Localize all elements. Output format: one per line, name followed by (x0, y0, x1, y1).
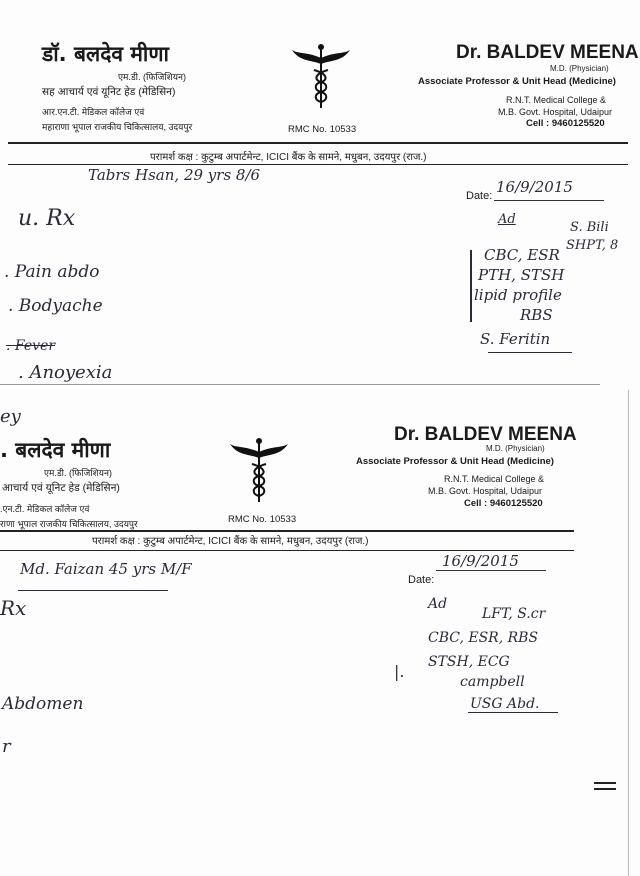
handwritten-advice-1: S. Bili (570, 220, 609, 235)
hospital-english: M.B. Govt. Hospital, Udaipur (428, 486, 543, 496)
doctor-position-hindi: सह आचार्य एवं यूनिट हेड (मेडिसिन) (42, 86, 176, 98)
handwritten-margin-note: ey (0, 406, 21, 427)
doctor-name-english: Dr. BALDEV MEENA (394, 424, 577, 445)
handwritten-complaint-1: . Pain abdo (4, 262, 100, 282)
handwritten-advice-7: S. Feritin (480, 330, 551, 348)
handwritten-complaint-4: . Anoyexia (18, 362, 113, 383)
doctor-name-hindi: . बलदेव मीणा (0, 438, 111, 462)
handwritten-advice-5: lipid profile (474, 286, 562, 304)
handwritten-date: 16/9/2015 (442, 552, 519, 570)
caduceus-icon (290, 42, 352, 112)
handwritten-advice-0: Ad (428, 596, 448, 612)
doctor-name-hindi: डॉ. बलदेव मीणा (42, 42, 169, 66)
header-rule-top (0, 530, 574, 532)
doctor-position-english: Associate Professor & Unit Head (Medicine) (418, 76, 616, 87)
college-english: R.N.T. Medical College & (444, 474, 545, 484)
header-rule-bottom (8, 164, 628, 165)
date-line (494, 200, 604, 201)
college-hindi: .एन.टी. मेडिकल कॉलेज एवं (0, 504, 90, 514)
page-mark (594, 788, 616, 790)
handwritten-underline (18, 590, 168, 591)
handwritten-complaint-2: r (2, 736, 11, 757)
handwritten-advice-4: campbell (460, 674, 525, 690)
handwritten-advice-3: CBC, ESR (484, 246, 560, 264)
header-rule-top (8, 142, 628, 144)
college-hindi: आर.एन.टी. मेडिकल कॉलेज एवं (42, 107, 145, 117)
page-mark (594, 782, 616, 784)
hospital-hindi: राणा भूपाल राजकीय चिकित्सालय, उदयपुर (0, 519, 138, 529)
caduceus-icon (228, 436, 290, 506)
cell-number: Cell : 9460125520 (526, 118, 605, 129)
handwritten-advice-6: |. (394, 662, 405, 681)
handwritten-rx: Rx (0, 596, 27, 620)
hospital-hindi: महाराणा भूपाल राजकीय चिकित्सालय, उदयपुर (42, 122, 193, 132)
handwritten-complaint-3: . Fever (6, 338, 56, 354)
sheet-fold (0, 384, 600, 385)
handwritten-rx: u. Rx (18, 206, 76, 231)
doctor-degree-english: M.D. (Physician) (486, 444, 545, 453)
handwritten-advice-6: RBS (520, 306, 553, 324)
handwritten-patient: Md. Faizan 45 yrs M/F (20, 560, 192, 578)
cell-number: Cell : 9460125520 (464, 498, 543, 509)
college-english: R.N.T. Medical College & (506, 95, 607, 105)
handwritten-advice-2: CBC, ESR, RBS (428, 630, 539, 646)
doctor-degree-hindi: एम.डी. (फिजिशियन) (44, 468, 112, 478)
handwritten-date: 16/9/2015 (496, 178, 573, 196)
handwritten-complaint-2: . Bodyache (8, 296, 103, 316)
doctor-degree-hindi: एम.डी. (फिजिशियन) (118, 72, 186, 82)
doctor-name-english: Dr. BALDEV MEENA (456, 42, 639, 63)
handwritten-advice-3: STSH, ECG (428, 654, 510, 670)
clinic-address: परामर्श कक्ष : कुटुम्ब अपार्टमेन्ट, ICICI बैंक के सामने, मधुबन, उदयपुर (राज.) (92, 536, 369, 547)
handwritten-advice-2: SHPT, 8 (566, 238, 619, 253)
date-label: Date: (408, 574, 435, 586)
handwritten-underline-2 (468, 712, 558, 713)
date-line (436, 570, 546, 571)
handwritten-underline (488, 352, 572, 353)
handwritten-bracket (470, 250, 472, 322)
doctor-degree-english: M.D. (Physician) (550, 64, 609, 73)
doctor-position-english: Associate Professor & Unit Head (Medicine) (356, 456, 554, 467)
hospital-english: M.B. Govt. Hospital, Udaipur (498, 107, 613, 117)
date-label: Date: (466, 190, 493, 202)
handwritten-advice-4: PTH, STSH (478, 266, 565, 284)
handwritten-advice-1: LFT, S.cr (482, 606, 546, 622)
prescription-sheet-bottom (0, 390, 640, 876)
rmc-number: RMC No. 10533 (228, 514, 297, 525)
rmc-number: RMC No. 10533 (288, 124, 357, 135)
clinic-address: परामर्श कक्ष : कुटुम्ब अपार्टमेन्ट, ICICI बैंक के सामने, मधुबन, उदयपुर (राज.) (150, 152, 427, 163)
handwritten-complaint-1: Abdomen (2, 694, 84, 714)
page-edge (628, 390, 629, 876)
handwritten-advice-5: USG Abd. (470, 696, 540, 712)
header-rule-bottom (0, 550, 574, 551)
handwritten-advice-0: Ad (498, 212, 516, 227)
handwritten-patient: Tabrs Hsan, 29 yrs 8/6 (88, 166, 261, 184)
doctor-position-hindi: आचार्य एवं यूनिट हेड (मेडिसिन) (2, 482, 120, 494)
prescription-sheet-top (0, 0, 640, 390)
